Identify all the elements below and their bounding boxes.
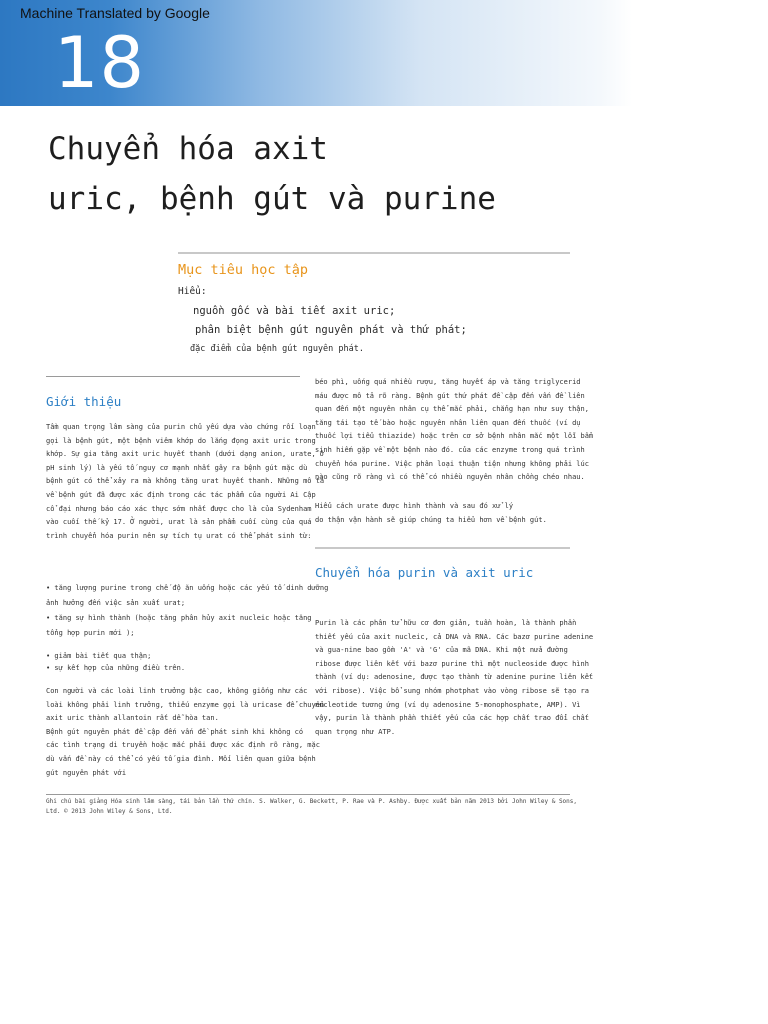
objective-item: phân biệt bệnh gút nguyên phát và thứ phát; bbox=[195, 324, 467, 336]
intro-top-rule bbox=[46, 376, 300, 377]
intro-heading: Giới thiệu bbox=[46, 394, 122, 409]
objective-item: nguồn gốc và bài tiết axit uric; bbox=[193, 305, 396, 317]
intro-paragraph-2: Con người và các loài linh trưởng bậc cao, không giống như các loài không phải linh trưởng, thiếu enzyme gọi là uricase để chuyển axit uric thành allantoin rất dễ hòa tan. Bệnh gút nguyên phát đề cập đến vấn đề phát sinh khi không có các tình trạng di truyền hoặc mắc phải được xác định rõ ràng, mặc dù vấn đề này có thể có yếu tố gia đình. Mối liên quan giữa bệnh gút nguyên phát với bbox=[46, 687, 325, 777]
objectives-top-rule bbox=[178, 252, 570, 254]
objective-item: đặc điểm của bệnh gút nguyên phát. bbox=[190, 344, 364, 354]
footnote-rule bbox=[46, 794, 570, 795]
intro-bullet-list-2: • giảm bài tiết qua thận; • sự kết hợp của những điều trên. bbox=[46, 652, 186, 672]
chapter-number: 18 bbox=[54, 22, 146, 104]
footnote: Ghi chú bài giảng Hóa sinh lâm sàng, tái bản lần thứ chín. S. Walker, G. Beckett, P. Rae và P. Ashby. Được xuất bản năm 2013 bởi John Wiley & Sons, Ltd. © 2013 John Wiley & Sons, Ltd. bbox=[46, 798, 578, 815]
purine-section-heading: Chuyển hóa purin và axit uric bbox=[315, 565, 534, 580]
objectives-heading: Mục tiêu học tập bbox=[178, 262, 309, 278]
right-paragraph-1: béo phì, uống quá nhiều rượu, tăng huyết áp và tăng triglycerid máu được mô tả rõ ràng. Bệnh gút thứ phát đề cập đến vấn đề liên quan đến một nguyên nhân cụ thể mắc phải, chẳng hạn như suy thận, tăng tái tạo tế bào hoặc nguyên nhân liên quan đến thuốc (ví dụ thuốc lợi tiểu thiazide) hoặc trên cơ sở bệnh nhân mắc một lỗi bẩm sinh hiếm gặp về một bệnh nào đó. của các enzyme trong quá trình chuyển hóa purine. Việc phân loại thuận tiện nhưng không phải lúc nào cũng rõ ràng vì có thể có nhiều nguyên nhân chồng chéo nhau. bbox=[315, 378, 594, 482]
purine-section-rule bbox=[315, 547, 570, 549]
machine-translated-label: Machine Translated by Google bbox=[20, 5, 210, 21]
intro-paragraph-1: Tầm quan trọng lâm sàng của purin chủ yếu dựa vào chứng rối loạn gọi là bệnh gút, một bệnh viêm khớp do lắng đọng axit uric trong khớp. Sự gia tăng axit uric huyết thanh (dưới dạng anion, urate, ở pH sinh lý) là yếu tố nguy cơ mạnh nhất gây ra bệnh gút mặc dù bệnh gút có thể xảy ra mà không tăng urat huyết thanh. Những mô tả về bệnh gút đã được xác định trong các tác phẩm của người Ai Cập cổ đại nhưng báo cáo xác thực sớm nhất được cho là của Sydenham vào cuối thế kỷ 17. Ở người, urat là sản phẩm cuối cùng của quá trình chuyển hóa purin nên sự tích tụ urat có thể phát sinh từ: bbox=[46, 423, 325, 540]
chapter-title-line-1: Chuyển hóa axit bbox=[48, 131, 328, 167]
right-paragraph-2: Hiểu cách urate được hình thành và sau đó xử lý do thận vận hành sẽ giúp chúng ta hiểu hơn về bệnh gút. bbox=[315, 502, 547, 524]
intro-bullet-list-1: • tăng lượng purine trong chế độ ăn uống hoặc các yếu tố dinh dưỡng ảnh hưởng đến việc sản xuất urat; • tăng sự hình thành (hoặc tăng phân hủy axit nucleic hoặc tăng tổng hợp purin mới ); bbox=[46, 584, 329, 637]
chapter-title-line-2: uric, bệnh gút và purine bbox=[48, 181, 496, 217]
objectives-intro: Hiểu: bbox=[178, 286, 207, 297]
right-paragraph-3: Purin là các phân tử hữu cơ đơn giản, tuần hoàn, là thành phần thiết yếu của axit nucleic, cả DNA và RNA. Các bazơ purine adenine và gua-nine bao gồm 'A' và 'G' của mã DNA. Khi một nửa đường ribose được liên kết với bazơ purine thì một nucleoside được hình thành (ví dụ: adenosine, được tạo thành từ adenine purine liên kết với ribose). Việc bổ sung nhóm photphat vào vòng ribose sẽ tạo ra nucleotide tương ứng (ví dụ adenosine 5-monophosphate, AMP). Vì vậy, purin là thành phần thiết yếu của các hợp chất trao đổi chất quan trọng như ATP. bbox=[315, 619, 594, 736]
